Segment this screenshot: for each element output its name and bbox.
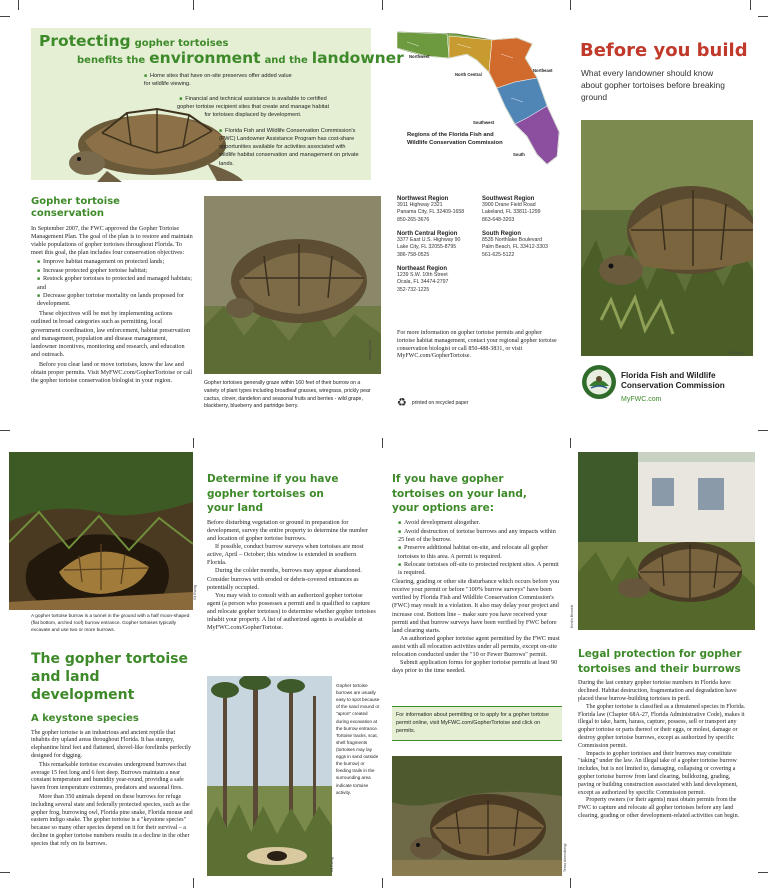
title-word: gopher tortoises — [134, 38, 229, 49]
cover-title: Before you build — [580, 40, 748, 61]
paragraph: The gopher tortoise is an industrious and ancient reptile that inhabits dry upland areas throughout Florida. It has stumpy, elephantine hind feet and flattened, shovel-like forelimbs perfectly designed for digging. — [31, 729, 191, 759]
crop-mark — [193, 0, 194, 10]
photo-credit: Gil Ewing — [728, 351, 743, 355]
paragraph: An authorized gopher tortoise agent permitted by the FWC must assist with all relocation activities under all permits, except on-site relocation conducted under the "10 or Fewer Burrows" permit. — [392, 634, 560, 658]
grazing-tortoise-photo — [204, 196, 381, 374]
section-heading: The gopher tortoise and land development — [31, 651, 188, 704]
promo-banner — [31, 28, 404, 180]
region-southwest — [482, 196, 572, 224]
region-phone: 850-265-3676 — [397, 216, 430, 223]
region-address: 3377 East U.S. Highway 90 — [397, 237, 461, 243]
cover-subtitle: What every landowner should know about gopher tortoises before breaking ground — [581, 68, 725, 102]
crop-mark — [758, 430, 768, 431]
section-heading: Legal protection for gopher tortoises and their burrows — [578, 648, 742, 675]
recycled-note — [397, 396, 468, 409]
more-info-text: For more information on gopher tortoise permits and gopher tortoise habitat management, contact your regional gopher tortoise conservation biologist or call 850-488-3831, or visit MyFWC.com/GopherTortoise. — [397, 330, 557, 360]
paragraph: During the colder months, burrows may appear abandoned. Consider burrows with eroded or debris-covered entrances as potentially occupied. — [207, 567, 362, 591]
burrow-photo — [9, 452, 193, 610]
bullet-financial — [173, 95, 333, 119]
paragraph[interactable]: You may wish to consult with an authorized gopher tortoise agent (a person who possesses a permit and is qualified to capture and relocate gopher tortoises) to determine whether gopher tortoises inhabit your property. A list of authorized agents is available at MyFWC.com/GopherTortoise. — [207, 591, 376, 631]
photo-caption: Gopher tortoises generally graze within 160 feet of their burrow on a variety of plant types including broadleaf grasses, wiregrass, prickly pear cactus, clover, dandelion and seasonal fruits and berries - wild grape, blackberry, blueberry and partridge berry. — [204, 380, 371, 410]
banner-title-line2 — [77, 49, 404, 68]
paragraph: This remarkable tortoise excavates underground burrows that average 15 feet long and 6 feet deep. Burrows maintain a near constant temperature and humidity year-round, providing a safe haven from temperature extremes, predators and seasonal fires. — [31, 761, 187, 792]
map-label: North Central — [455, 72, 482, 77]
legal-section — [578, 647, 746, 821]
crop-mark — [570, 438, 571, 448]
title-word: environment — [149, 49, 261, 67]
map-label: Northeast — [533, 68, 553, 73]
bullet-text: ■ Home sites that have on-site preserves offer added value for wildlife viewing. — [144, 73, 292, 87]
region-address: 1239 S.W. 10th Street — [397, 272, 448, 278]
region-name: North Central Region — [397, 231, 458, 237]
paragraph: More than 350 animals depend on these burrows for refuge including several state and federally protected species, such as the gopher frog, burrowing owl, Florida pine snake, Florida mouse and eastern indigo snake. The gopher tortoise is a "keystone species" because so many other species depend on it for their survival – a decline in gopher tortoise numbers results in a decline in the other species that rely on its burrows. — [31, 793, 193, 847]
fwc-name — [621, 371, 725, 392]
pine-flatwoods-photo — [207, 676, 332, 876]
region-address: Ocala, FL 34474-2797 — [397, 279, 449, 286]
recycle-icon: ♻ — [397, 396, 407, 409]
region-address: Lakeland, FL 33811-1299 — [482, 209, 541, 216]
fwc-logo — [581, 364, 753, 410]
crop-mark — [382, 0, 383, 10]
region-phone: 561-625-5122 — [482, 251, 515, 258]
crop-mark — [382, 878, 383, 888]
fwc-name-line: Conservation Commission — [621, 381, 725, 391]
paragraph: These objectives will be met by implementing actions outlined in broad categories such as permitting, local government coordination, law enforcement, habitat preservation and management, population and disease management, landowner incentives, monitoring and research, and education and outreach. — [31, 310, 190, 358]
region-south — [482, 231, 572, 259]
region-address: 3900 Drane Field Road — [482, 202, 536, 208]
land-development-section — [31, 650, 193, 849]
title-word: Protecting — [39, 32, 131, 50]
photo-caption: A gopher tortoise burrow is a tunnel in the ground with a half moon-shaped (flat bottom, arched roof) burrow entrance. Gopher tortoises typically excavate and use two or more burrows. — [31, 614, 190, 633]
bullet-text: ■ Florida Fish and Wildlife Conservation Commission's (FWC) Landowner Assistance Program has cost-share opportunities available for activities associated with wildlife habitat conservation and management on private lands. — [219, 128, 359, 167]
photo-caption: Gopher tortoise burrows are usually easy to spot because of the sand mound or "apron" created during excavation at the burrow entrance. Tortoise tracks, scat, shell fragments (tortoises may lay eggs in sand outside the burrow) or feeding trails in the surrounding area indicate tortoise activity. — [336, 683, 380, 795]
section-heading: Determine if you have gopher tortoises on your land — [207, 473, 339, 515]
region-northcentral — [397, 231, 487, 259]
paragraph: Submit application forms for gopher tortoise permits at least 90 days prior to the time needed. — [392, 658, 558, 674]
list-item: ■ Decrease gopher tortoise mortality on lands proposed for development. — [31, 292, 193, 309]
crop-mark — [18, 0, 19, 10]
options-list — [392, 519, 562, 577]
options-section — [392, 472, 562, 675]
region-phone: 863-648-3203 — [482, 216, 515, 223]
regions-map — [397, 28, 565, 168]
fwc-name-line: Florida Fish and Wildlife — [621, 371, 716, 380]
list-item: ■ Increase protected gopher tortoise habitat; — [31, 267, 193, 276]
region-address: Panama City, FL 32409-1658 — [397, 209, 465, 216]
list-item: ■ Avoid development altogether. — [392, 519, 562, 528]
paragraph: Impacts to gopher tortoises and their burrows may constitute "taking" under the law. An illegal take of a gopher tortoise burrow includes, but is not limited to, damaging, collapsing or covering a gopher tortoise burrow from land clearing, bulldozing, grading, paving or building construction associated with land development, except as authorized by specific Commission permit. — [578, 750, 738, 796]
paragraph: During the last century gopher tortoise numbers in Florida have declined. Habitat destruction, fragmentation and degradation have placed these burrow-building tortoises in peril. — [578, 680, 737, 702]
paragraph: Clearing, grading or other site disturbance which occurs before you receive your permit or before "100% burrow surveys" have been verified by Florida Fish and Wildlife Conservation Commission's (FWC) may result in a violation. It also may delay your project and increase cost. Bottom line – make sure you have received your permit and that burrow surveys have been verified by FWC before land clearing starts. — [392, 578, 560, 634]
region-name: Southwest Region — [482, 196, 535, 202]
region-address: 8535 Northlake Boulevard — [482, 237, 542, 243]
crop-mark — [570, 0, 571, 10]
region-northeast — [397, 266, 487, 294]
crop-mark — [0, 16, 10, 17]
region-address: Palm Beach, FL 33412-3303 — [482, 244, 548, 251]
crop-mark — [193, 878, 194, 888]
paragraph: In September 2007, the FWC approved the Gopher Tortoise Management Plan. The goal of the plan is to restore and maintain viable populations of gopher tortoises throughout Florida. To meet this goal, the plan includes four conservation objectives: — [31, 225, 193, 257]
recycled-text: printed on recycled paper — [411, 399, 469, 406]
bullet-fwc-program — [219, 127, 359, 168]
crop-mark — [382, 438, 383, 448]
list-item: ■ Restock gopher tortoises to protected and managed habitats; and — [31, 275, 193, 292]
map-label: South — [513, 152, 525, 157]
title-word: landowner — [311, 49, 404, 67]
region-address: Lake City, FL 32055-8795 — [397, 244, 457, 251]
map-label: Southwest — [473, 120, 495, 125]
determine-section — [207, 472, 377, 632]
title-word: and the — [264, 55, 308, 66]
section-heading: Gopher tortoise conservation — [31, 196, 120, 219]
crop-mark — [0, 872, 10, 873]
map-caption: Regions of the Florida Fish and Wildlife Conservation Commission — [407, 132, 503, 146]
paragraph: Property owners (or their agents) must obtain permits from the FWC to capture and relocate all gopher tortoises before any land clearing, grading or other development-related activities can begin. — [578, 797, 740, 819]
map-label: Northwest — [409, 54, 430, 59]
photo-credit: Karen Parker — [368, 340, 372, 361]
conservation-section — [31, 196, 193, 385]
photo-credit: Kristin Bennett — [570, 605, 574, 628]
photo-credit: Gil Ewing — [330, 857, 334, 872]
crop-mark — [758, 872, 768, 873]
crop-mark — [750, 0, 751, 10]
cover-tortoise-photo — [581, 120, 753, 356]
bullet-text: ■ Financial and technical assistance is available to certified gopher tortoise recipient sites that create and manage habitat for tortoises displaced by development. — [177, 96, 329, 118]
section-subheading: A keystone species — [31, 712, 139, 724]
title-word: benefits the — [77, 55, 146, 66]
objectives-list — [31, 258, 193, 308]
list-item: ■ Improve habitat management on protected lands; — [31, 258, 193, 267]
paragraph: If possible, conduct burrow surveys when tortoises are most active, April – October; this window is extended in southern Florida. — [207, 543, 364, 567]
paragraph: Before you clear land or move tortoises, know the law and obtain proper permits. Visit MyFWC.com/GopherTortoise or call the gopher tortoise conservation biologist in your region. — [31, 360, 193, 384]
crop-mark — [0, 430, 10, 431]
crop-mark — [758, 16, 768, 17]
bullet-homesites — [144, 72, 294, 88]
photo-credit: Tessa Ahmedbeigi — [563, 843, 567, 872]
porch-tortoise-photo — [578, 452, 755, 630]
paragraph: Before disturbing vegetation or ground in preparation for development, survey the entire property to determine the number and location of gopher tortoise burrows. — [207, 519, 368, 543]
photo-credit: Gil Ewing — [193, 585, 197, 600]
region-address: 3911 Highway 2321 — [397, 202, 443, 208]
list-item: ■ Preserve additional habitat on-site, and relocate all gopher tortoises to this area. A permit is required. — [392, 544, 562, 561]
fwc-url[interactable]: MyFWC.com — [621, 396, 662, 403]
region-name: Northwest Region — [397, 196, 449, 202]
region-phone: 386-758-0525 — [397, 251, 430, 258]
paragraph: The gopher tortoise is classified as a threatened species in Florida. Florida law (Chapter 68A-27, Florida Administrative Code), makes it illegal to take, harm, harass, capture, possess, sell or transport any gopher tortoise or parts thereof or their eggs, or molest, damage or destroy gopher tortoise burrows, except as authorized by specific Commission permit. — [578, 703, 746, 749]
crop-mark — [193, 438, 194, 448]
fwc-seal-icon — [581, 364, 617, 400]
tortoise-closeup-photo — [392, 756, 562, 876]
list-item: ■ Avoid destruction of tortoise burrows and any impacts within 25 feet of the burrow. — [392, 528, 562, 545]
list-item: ■ Relocate tortoises off-site to protected recipient sites. A permit is required. — [392, 561, 562, 578]
region-name: South Region — [482, 231, 521, 237]
permit-info-box — [392, 706, 562, 741]
crop-mark — [570, 878, 571, 888]
section-heading: If you have gopher tortoises on your land, your options are: — [392, 473, 527, 515]
region-phone: 352-732-1225 — [397, 286, 430, 293]
region-northwest — [397, 196, 487, 224]
region-name: Northeast Region — [397, 266, 448, 272]
permit-info-text[interactable]: For information about permitting or to apply for a gopher tortoise permit online, visit MyFWC.com/GopherTortoise and click on permits. — [396, 712, 549, 734]
